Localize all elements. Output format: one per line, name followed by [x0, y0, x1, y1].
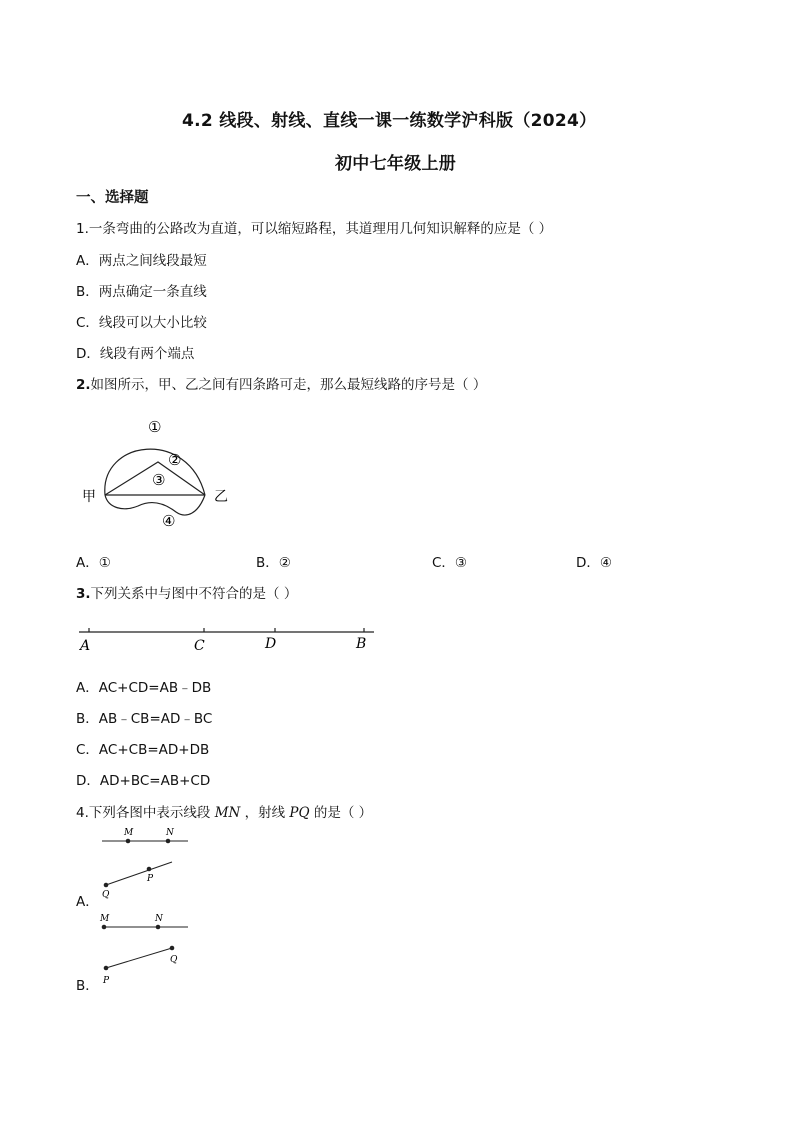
q1-option-b[interactable]: B．两点确定一条直线: [76, 284, 207, 300]
question-4-text-mid: ，射线: [240, 805, 290, 821]
figb-point-p: [104, 966, 109, 971]
question-3-number: 3.: [76, 586, 91, 602]
q4-figure-a: [96, 822, 196, 900]
figa-label-n: N: [166, 828, 174, 838]
figb-point-n: [156, 925, 161, 930]
question-1-text: 一条弯曲的公路改为直道，可以缩短路程，其道理用几何知识解释的应是（ ）: [88, 221, 553, 237]
q4-option-b[interactable]: B．: [76, 978, 99, 994]
q4-figure-b: [96, 908, 196, 986]
q2-option-d[interactable]: D．④: [576, 555, 612, 571]
question-4-text-post: 的是（ ）: [309, 805, 373, 821]
q3-option-b[interactable]: B．AB﹣CB=AD﹣BC: [76, 711, 213, 727]
q1-option-c[interactable]: C．线段可以大小比较: [76, 315, 207, 331]
q3-option-a[interactable]: A．AC+CD=AB﹣DB: [76, 680, 212, 696]
q4-option-a[interactable]: A．: [76, 894, 99, 910]
figa-point-q: [104, 883, 109, 888]
figa-point-p: [147, 867, 152, 872]
q2-route-figure: [78, 410, 248, 535]
route-4-curve: [105, 495, 205, 515]
label-a: A: [80, 638, 91, 654]
q2-option-b[interactable]: B．②: [256, 555, 291, 571]
label-yi: 乙: [214, 489, 228, 505]
question-4-mn: MN: [214, 805, 241, 821]
q2-option-a[interactable]: A．①: [76, 555, 111, 571]
question-4: [76, 801, 372, 821]
label-route-1: ①: [148, 418, 162, 436]
question-4-text-pre: 下列各图中表示线段: [88, 805, 215, 821]
section-heading: 一、选择题: [76, 190, 149, 206]
q3-option-d[interactable]: D．AD+BC=AB+CD: [76, 773, 211, 789]
page-subtitle: 初中七年级上册: [335, 154, 457, 174]
q1-option-a[interactable]: A．两点之间线段最短: [76, 253, 207, 269]
figb-label-q: Q: [170, 955, 178, 965]
label-route-3: ③: [152, 471, 166, 489]
question-2-number: 2.: [76, 377, 91, 393]
question-1: [76, 217, 552, 237]
label-jia: 甲: [82, 489, 96, 505]
question-2: [76, 373, 486, 393]
q3-option-c[interactable]: C．AC+CB=AD+DB: [76, 742, 210, 758]
question-3-text: 下列关系中与图中不符合的是（ ）: [90, 586, 298, 602]
label-d: D: [265, 636, 277, 652]
figa-label-p: P: [147, 874, 154, 884]
question-2-text: 如图所示，甲、乙之间有四条路可走，那么最短线路的序号是（ ）: [90, 377, 487, 393]
question-4-number: 4.: [76, 805, 89, 821]
figa-point-m: [126, 839, 131, 844]
figa-label-m: M: [124, 828, 134, 838]
label-route-2: ②: [168, 451, 182, 469]
figb-label-p: P: [103, 976, 110, 986]
figa-label-q: Q: [102, 890, 110, 900]
label-route-4: ④: [162, 512, 176, 530]
label-c: C: [194, 638, 205, 654]
figa-point-n: [166, 839, 171, 844]
page-title: 4.2 线段、射线、直线一课一练数学沪科版（2024）: [182, 111, 597, 131]
label-b: B: [356, 636, 367, 652]
figa-line-qp: [106, 862, 172, 885]
q3-segment-figure: [74, 620, 384, 660]
figb-label-n: N: [155, 914, 163, 924]
figb-label-m: M: [100, 914, 110, 924]
question-1-number: 1.: [76, 221, 89, 237]
figb-point-q: [170, 946, 175, 951]
q1-option-d[interactable]: D．线段有两个端点: [76, 346, 195, 362]
question-3: [76, 582, 297, 602]
question-4-pq: PQ: [289, 805, 310, 821]
q2-option-c[interactable]: C．③: [432, 555, 468, 571]
figb-point-m: [102, 925, 107, 930]
figb-line-pq: [106, 948, 172, 968]
